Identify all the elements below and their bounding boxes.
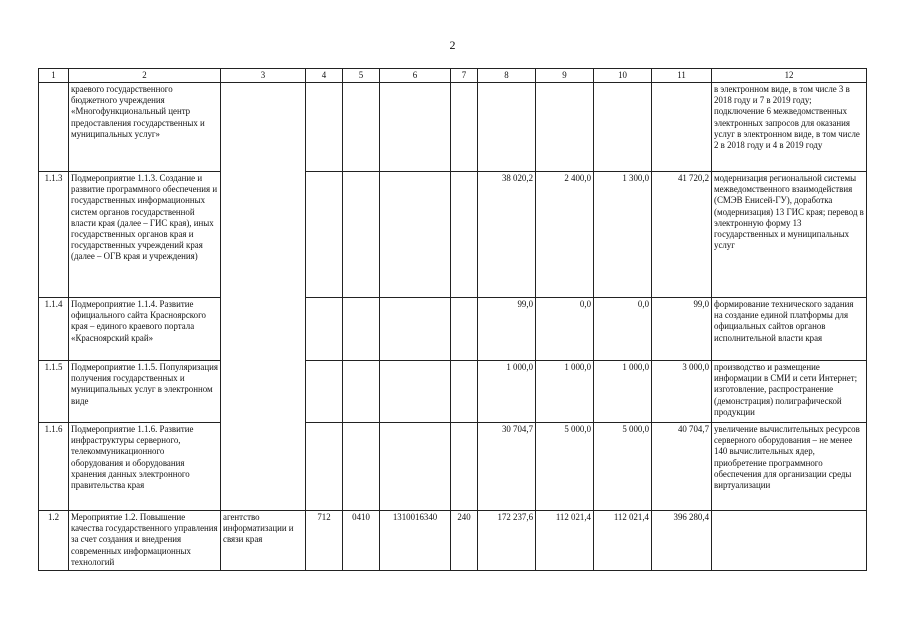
amount-total: 40 704,7 xyxy=(652,423,712,511)
amount-2019: 5 000,0 xyxy=(594,423,652,511)
section-code xyxy=(343,423,380,511)
expense-type-code xyxy=(451,83,478,172)
amount-2019 xyxy=(594,83,652,172)
header-cell: 3 xyxy=(221,69,306,83)
row-number: 1.2 xyxy=(39,511,69,571)
header-cell: 6 xyxy=(380,69,451,83)
header-cell: 1 xyxy=(39,69,69,83)
expense-type-code xyxy=(451,298,478,361)
amount-2017: 1 000,0 xyxy=(478,361,536,423)
section-code xyxy=(343,298,380,361)
header-cell: 11 xyxy=(652,69,712,83)
amount-2017 xyxy=(478,83,536,172)
grbs-code xyxy=(306,172,343,298)
activity-name: Подмероприятие 1.1.4. Развитие официального сайта Красноярского края – единого краевого портала «Красноярский край» xyxy=(69,298,221,361)
row-number: 1.1.5 xyxy=(39,361,69,423)
expected-result: производство и размещение информации в СМИ и сети Интернет; изготовление, распространение (демонстрация) полиграфической продукции xyxy=(712,361,867,423)
responsible-org xyxy=(221,83,306,511)
target-code: 1310016340 xyxy=(380,511,451,571)
amount-total: 396 280,4 xyxy=(652,511,712,571)
table-row xyxy=(39,361,867,423)
activity-name: Подмероприятие 1.1.6. Развитие инфраструктуры серверного, телекоммуникационного оборудования и оборудования хранения данных электронного правительства края xyxy=(69,423,221,511)
expected-result xyxy=(712,511,867,571)
amount-2017: 38 020,2 xyxy=(478,172,536,298)
table-row xyxy=(39,172,867,298)
amount-total: 41 720,2 xyxy=(652,172,712,298)
target-code xyxy=(380,83,451,172)
amount-2017: 30 704,7 xyxy=(478,423,536,511)
row-number: 1.1.4 xyxy=(39,298,69,361)
activity-name: краевого государственного бюджетного учреждения «Многофункциональный центр предоставления государственных и муниципальных услуг» xyxy=(69,83,221,172)
amount-2017: 172 237,6 xyxy=(478,511,536,571)
section-code xyxy=(343,83,380,172)
activity-name: Подмероприятие 1.1.5. Популяризация получения государственных и муниципальных услуг в электронном виде xyxy=(69,361,221,423)
grbs-code xyxy=(306,361,343,423)
budget-table xyxy=(38,68,867,571)
section-code xyxy=(343,361,380,423)
table-row xyxy=(39,423,867,511)
target-code xyxy=(380,361,451,423)
expense-type-code xyxy=(451,172,478,298)
section-code: 0410 xyxy=(343,511,380,571)
header-cell: 12 xyxy=(712,69,867,83)
grbs-code xyxy=(306,83,343,172)
amount-2017: 99,0 xyxy=(478,298,536,361)
amount-2018: 0,0 xyxy=(536,298,594,361)
header-cell: 5 xyxy=(343,69,380,83)
row-number: 1.1.6 xyxy=(39,423,69,511)
amount-2018: 5 000,0 xyxy=(536,423,594,511)
header-row xyxy=(39,69,867,83)
grbs-code: 712 xyxy=(306,511,343,571)
grbs-code xyxy=(306,298,343,361)
page-number: 2 xyxy=(449,38,456,52)
expected-result: модернизация региональной системы межведомственного взаимодействия (СМЭВ Енисей-ГУ), доработка (модернизация) 13 ГИС края; перевод в электронную форму 13 государственных и муниципальных услуг xyxy=(712,172,867,298)
activity-name: Мероприятие 1.2. Повышение качества государственного управления за счет создания и внедрения современных информационных технологий xyxy=(69,511,221,571)
header-cell: 8 xyxy=(478,69,536,83)
table-row xyxy=(39,83,867,172)
header-cell: 9 xyxy=(536,69,594,83)
amount-2018: 2 400,0 xyxy=(536,172,594,298)
activity-name: Подмероприятие 1.1.3. Создание и развитие программного обеспечения и государственных информационных систем органов государственной власти края (далее – ГИС края), иных государственных органов края и государственных учреждений края (далее – ОГВ края и учреждения) xyxy=(69,172,221,298)
expected-result: увеличение вычислительных ресурсов серверного оборудования – не менее 140 вычислительных ядер, приобретение программного обеспечения для организации среды виртуализации xyxy=(712,423,867,511)
header-cell: 7 xyxy=(451,69,478,83)
header-cell: 4 xyxy=(306,69,343,83)
responsible-org: агентство информатизации и связи края xyxy=(221,511,306,571)
amount-2019: 1 300,0 xyxy=(594,172,652,298)
target-code xyxy=(380,423,451,511)
header-cell: 2 xyxy=(69,69,221,83)
amount-2019: 112 021,4 xyxy=(594,511,652,571)
amount-total: 3 000,0 xyxy=(652,361,712,423)
expected-result: в электронном виде, в том числе 3 в 2018 году и 7 в 2019 году; подключение 6 межведомственных электронных запросов для оказания услуг в электронном виде, в том числе 2 в 2018 году и 4 в 2019 году xyxy=(712,83,867,172)
table-row xyxy=(39,511,867,571)
table-row xyxy=(39,298,867,361)
amount-total xyxy=(652,83,712,172)
grbs-code xyxy=(306,423,343,511)
row-number: 1.1.3 xyxy=(39,172,69,298)
amount-2018: 1 000,0 xyxy=(536,361,594,423)
amount-2018 xyxy=(536,83,594,172)
expense-type-code xyxy=(451,361,478,423)
amount-2018: 112 021,4 xyxy=(536,511,594,571)
expected-result: формирование технического задания на создание единой платформы для официальных сайтов органов исполнительной власти края xyxy=(712,298,867,361)
target-code xyxy=(380,172,451,298)
header-cell: 10 xyxy=(594,69,652,83)
expense-type-code xyxy=(451,423,478,511)
amount-2019: 1 000,0 xyxy=(594,361,652,423)
amount-total: 99,0 xyxy=(652,298,712,361)
expense-type-code: 240 xyxy=(451,511,478,571)
target-code xyxy=(380,298,451,361)
section-code xyxy=(343,172,380,298)
amount-2019: 0,0 xyxy=(594,298,652,361)
row-number xyxy=(39,83,69,172)
